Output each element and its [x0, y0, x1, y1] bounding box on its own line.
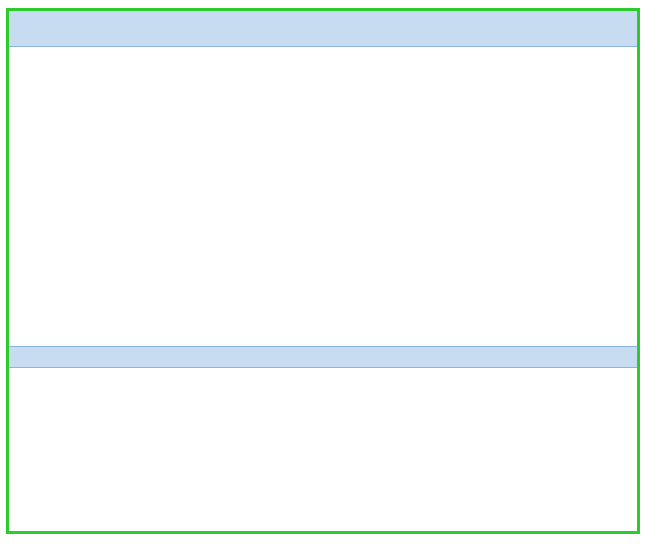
stats-title — [9, 346, 637, 368]
title-bar — [9, 11, 637, 47]
sheet-title — [9, 11, 637, 14]
stats-sheet — [6, 8, 640, 534]
